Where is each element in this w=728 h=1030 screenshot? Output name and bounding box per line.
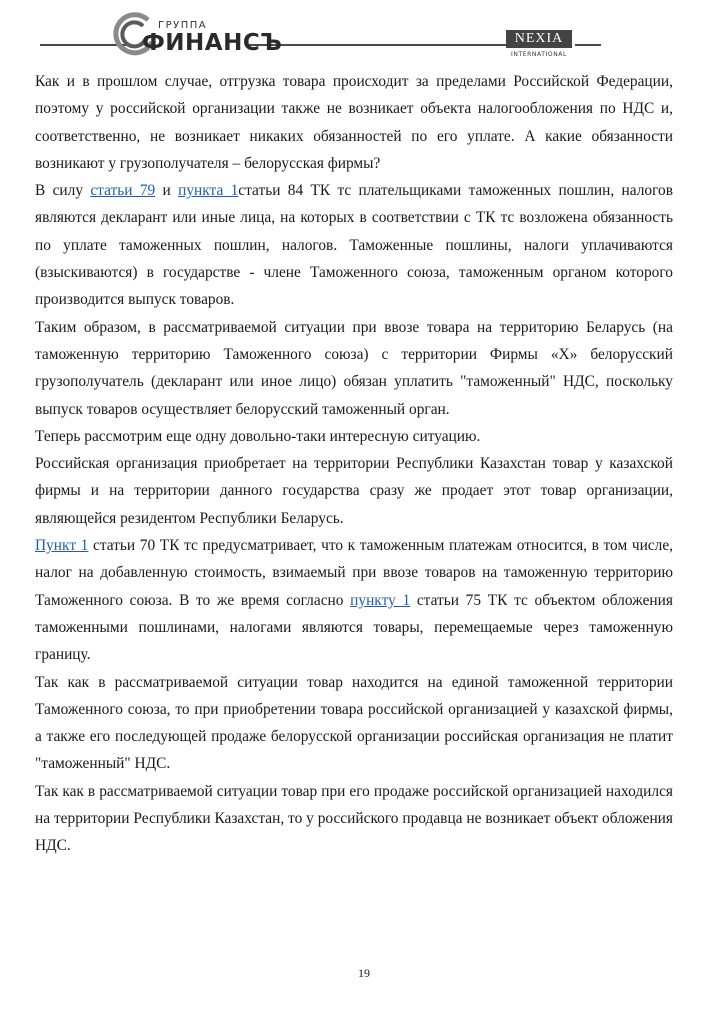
- law-reference-link[interactable]: пункту 1: [350, 591, 411, 609]
- paragraph: [35, 778, 673, 860]
- document-body: [35, 68, 673, 860]
- law-reference-link[interactable]: Пункт 1: [35, 537, 89, 555]
- page-number: 19: [358, 966, 370, 980]
- paragraph-text: Так как в рассматриваемой ситуации товар находится на единой таможенной территории Таможенного союза, то при приобретении товара российской организацией у казахской фирмы, а также его последующей продаже белорусской организации российская организация не платит "таможенный" НДС.: [35, 673, 673, 773]
- header-rule-right: [575, 44, 601, 46]
- law-reference-link[interactable]: пункта 1: [178, 182, 239, 200]
- paragraph: [35, 68, 673, 177]
- nexia-logo-sub: INTERNATIONAL: [511, 51, 567, 58]
- paragraph-text: Теперь рассмотрим еще одну довольно-таки интересную ситуацию.: [35, 427, 481, 445]
- paragraph-text: и: [155, 182, 179, 200]
- logo-group-text: ГРУППА: [158, 20, 208, 31]
- paragraph-text: Как и в прошлом случае, отгрузка товара происходит за пределами Российской Федерации, поэтому у российской организации также не возникает объекта налогообложения по НДС и, соответственно, не возникает никаких обязанностей по его уплате. А какие обязанности возникают у грузополучателя – белорусская фирмы?: [35, 73, 673, 172]
- paragraph: [35, 314, 673, 423]
- paragraph-text: статьи 75 ТК тс объектом обложения таможенными пошлинами, налогами являются товары, перемещаемые через таможенную границу.: [35, 591, 673, 664]
- page-header: [0, 0, 728, 68]
- paragraph: [35, 450, 673, 532]
- paragraph-text: В силу: [35, 182, 91, 200]
- paragraph: [35, 669, 673, 778]
- paragraph-text: Таким образом, в рассматриваемой ситуации при ввозе товара на территорию Беларусь (на таможенную территорию Таможенного союза) с территории Фирмы «Х» белорусский грузополучатель (декларант или иное лицо) обязан уплатить "таможенный" НДС, поскольку выпуск товаров осуществляет белорусский таможенный орган.: [35, 318, 673, 418]
- paragraph: [35, 423, 673, 450]
- paragraph-text: Российская организация приобретает на территории Республики Казахстан товар у казахской фирмы и на территории данного государства сразу же продает этот товар организации, являющейся резидентом Республики Беларусь.: [35, 455, 673, 527]
- paragraph-text: статьи 70 ТК тс предусматривает, что к таможенным платежам относится, в том числе, налог на добавленную стоимость, взимаемый при ввозе товаров на таможенную территорию Таможенного союза. В то же время согласно: [35, 537, 673, 609]
- paragraph-text: Так как в рассматриваемой ситуации товар при его продаже российской организацией находился на территории Республики Казахстан, то у российского продавца не возникает объект обложения НДС.: [35, 782, 673, 855]
- header-rule-middle: [246, 44, 508, 46]
- paragraph-text: статьи 84 ТК тс плательщиками таможенных пошлин, налогов являются декларант или иные лица, на которых в соответствии с ТК тс возложена обязанность по уплате таможенных пошлин, налогов. Таможенные пошлины, налоги уплачиваются (взыскиваются) в государстве - члене Таможенного союза, таможенным органом которого производится выпуск товаров.: [35, 182, 674, 309]
- finansy-logo: [112, 8, 283, 60]
- paragraph: [35, 177, 673, 313]
- logo-brand-text: ФИНАНСЪ: [142, 30, 283, 56]
- paragraph: [35, 532, 673, 668]
- nexia-logo: [506, 30, 572, 62]
- nexia-logo-word: NEXIA: [514, 31, 564, 46]
- law-reference-link[interactable]: статьи 79: [90, 182, 156, 200]
